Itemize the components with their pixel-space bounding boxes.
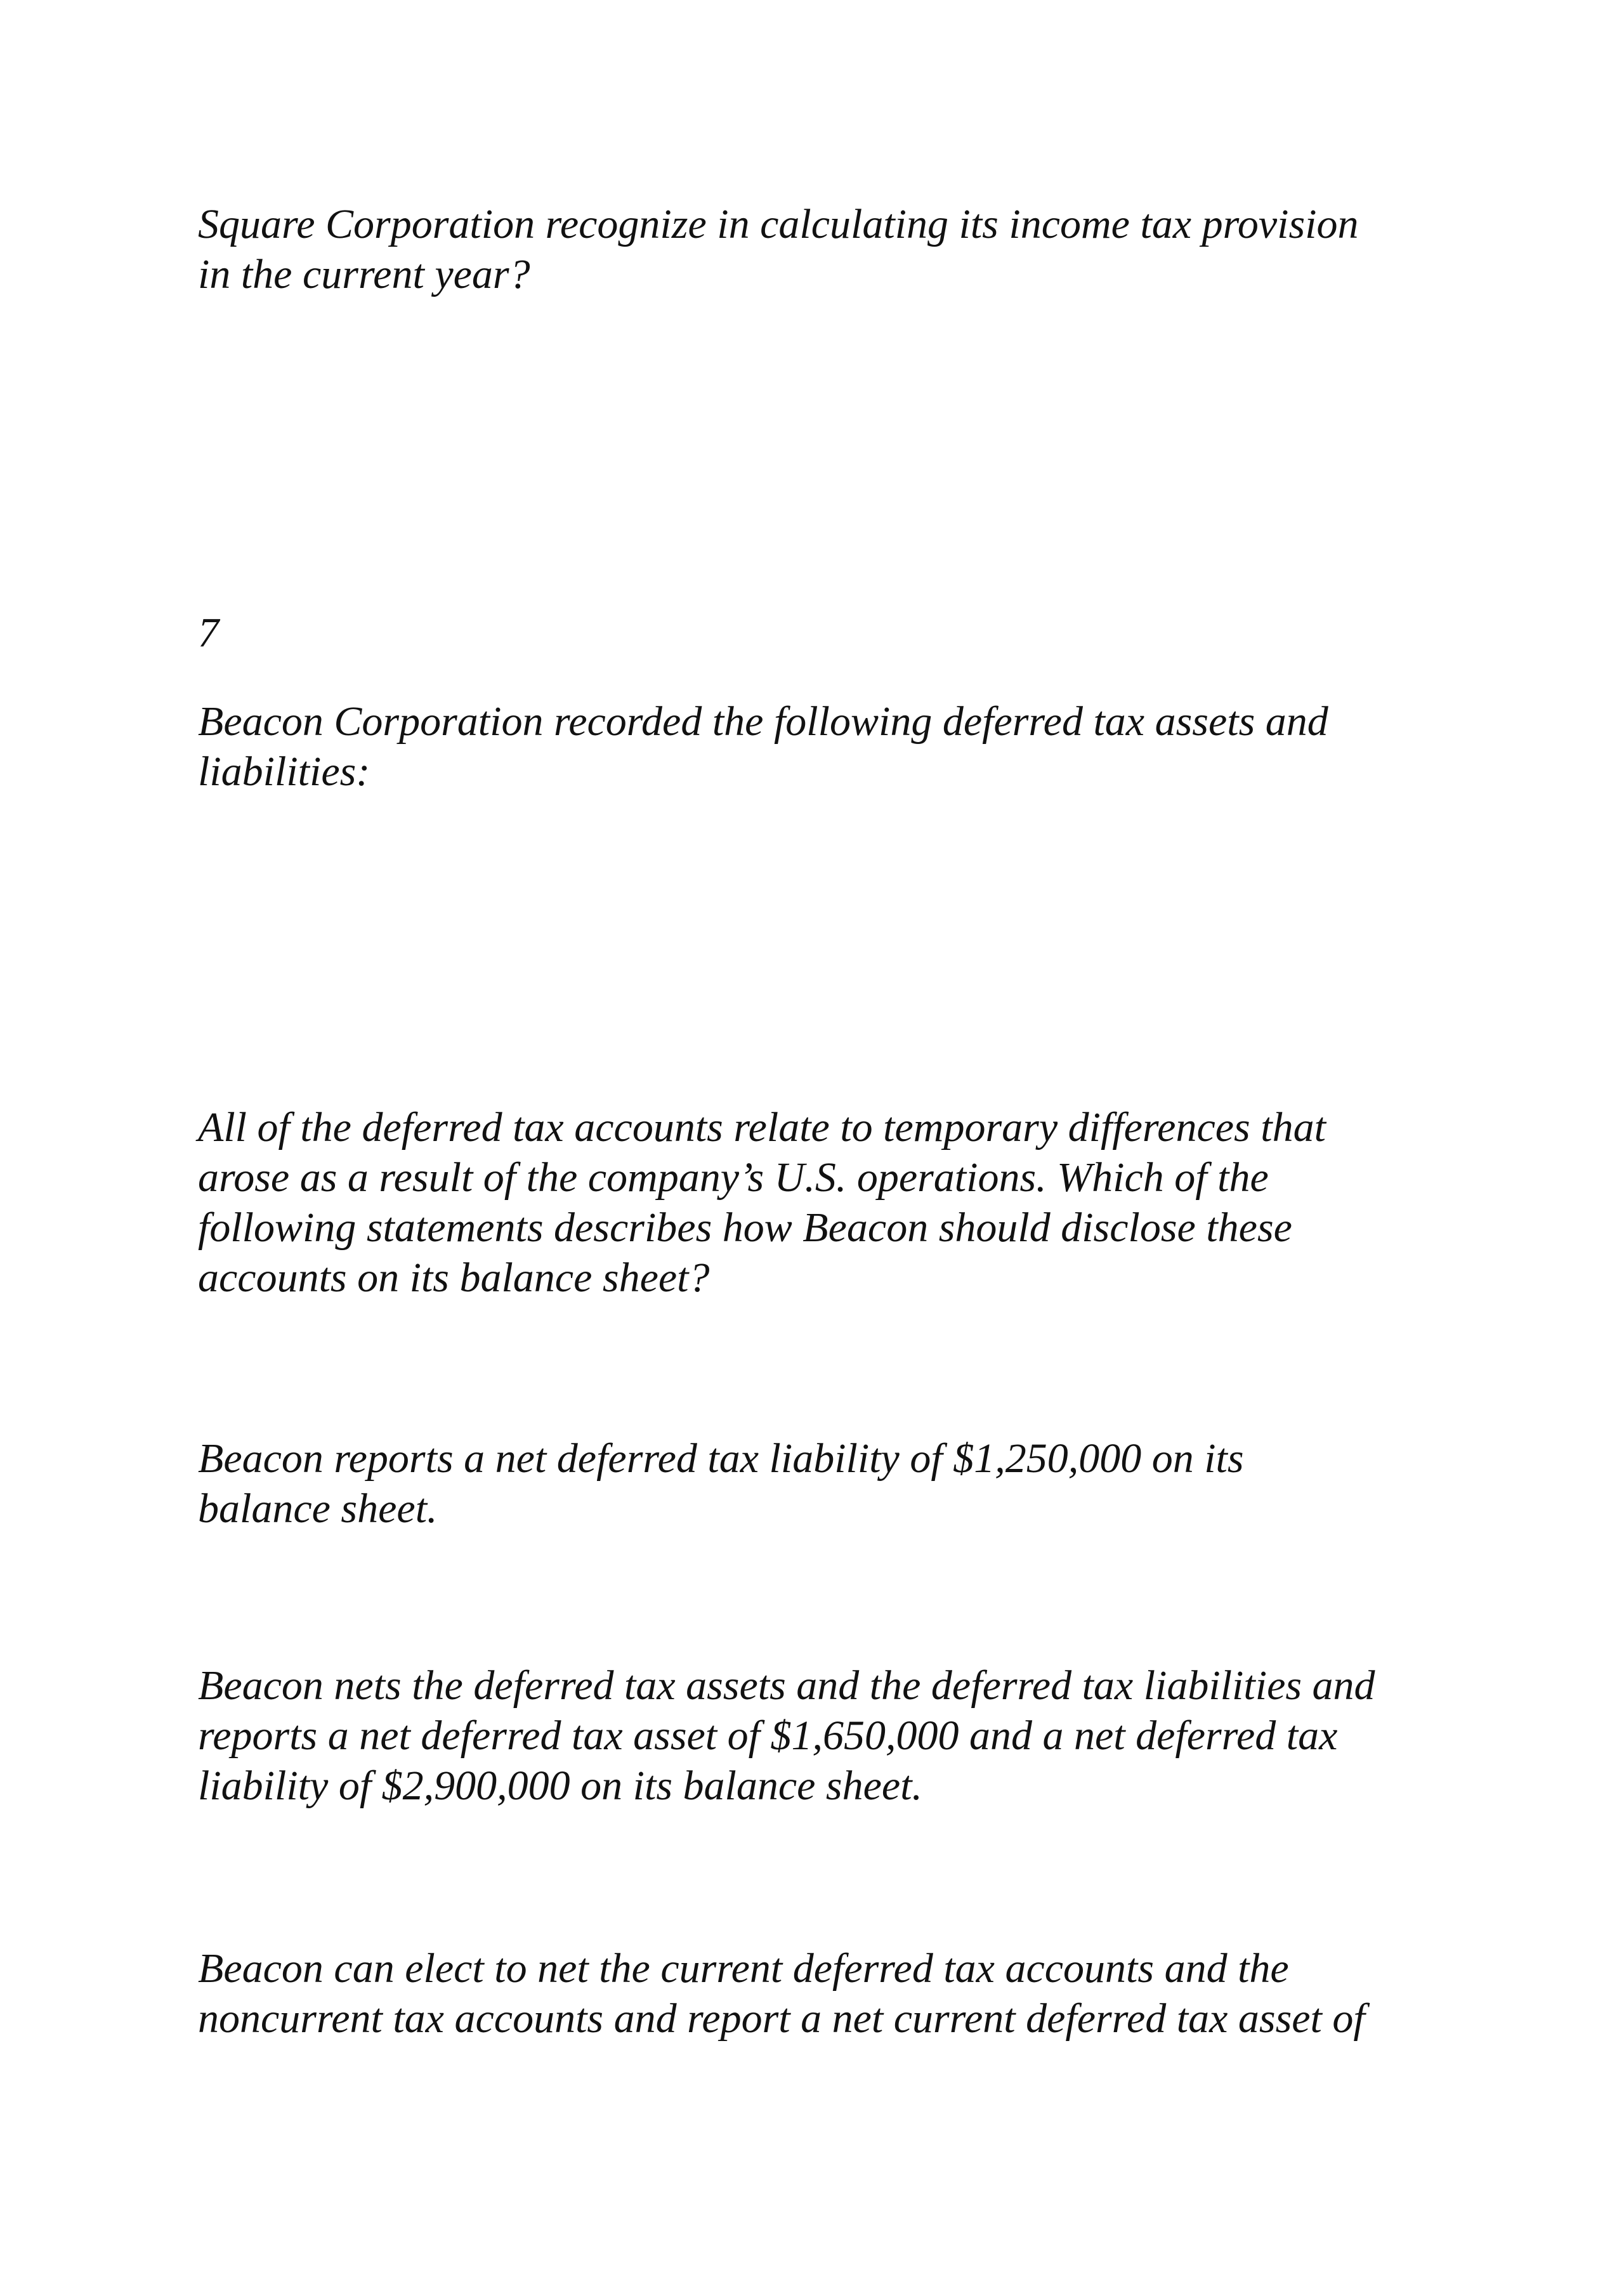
text-line: liabilities:	[198, 748, 370, 795]
text-line: Square Corporation recognize in calculating its income tax provision	[198, 201, 1359, 247]
text-line: Beacon can elect to net the current deferred tax accounts and the	[198, 1945, 1289, 1992]
text-line: noncurrent tax accounts and report a net current deferred tax asset of	[198, 1995, 1365, 2042]
text-line: arose as a result of the company’s U.S. operations. Which of the	[198, 1154, 1269, 1201]
question-stem-text	[198, 696, 1467, 797]
intro-question-text	[198, 199, 1467, 299]
text-line: Beacon Corporation recorded the following deferred tax assets and	[198, 698, 1328, 745]
question-body-text	[198, 1102, 1467, 1303]
text-line: All of the deferred tax accounts relate to temporary differences that	[198, 1104, 1326, 1151]
text-line: balance sheet.	[198, 1485, 438, 1532]
question-number: 7	[198, 610, 219, 656]
text-line: Beacon nets the deferred tax assets and the deferred tax liabilities and	[198, 1662, 1375, 1709]
answer-option-3[interactable]	[198, 1943, 1467, 2044]
text-line: in the current year?	[198, 251, 530, 297]
text-line: liability of $2,900,000 on its balance sheet.	[198, 1763, 923, 1809]
text-line: reports a net deferred tax asset of $1,650,000 and a net deferred tax	[198, 1712, 1338, 1759]
answer-option-2[interactable]	[198, 1660, 1467, 1811]
text-line: accounts on its balance sheet?	[198, 1255, 710, 1301]
text-line: following statements describes how Beacon should disclose these	[198, 1204, 1292, 1251]
text-line: Beacon reports a net deferred tax liability of $1,250,000 on its	[198, 1435, 1244, 1482]
answer-option-1[interactable]	[198, 1433, 1467, 1534]
